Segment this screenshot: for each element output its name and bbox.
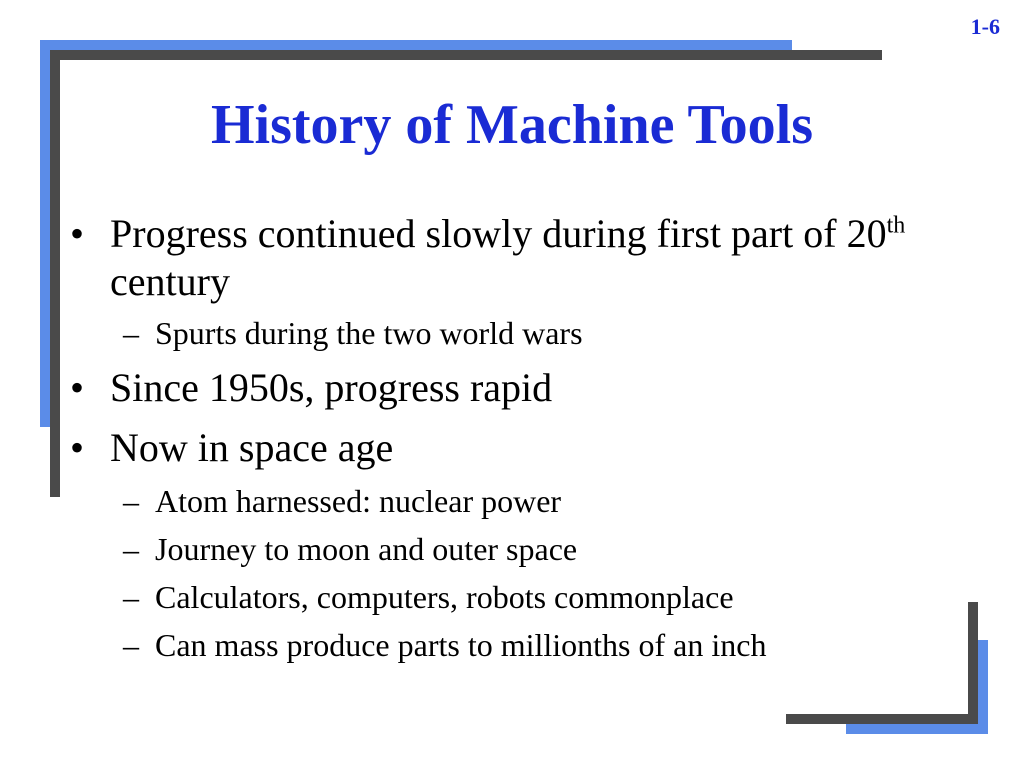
bullet-marker: •: [70, 425, 85, 470]
frame-bottom-right-blue-vertical: [978, 640, 988, 734]
dash-marker: –: [123, 627, 139, 663]
sub-bullet-item: [70, 482, 970, 520]
frame-bottom-right-gray-horizontal: [786, 714, 978, 724]
bullet-marker: •: [70, 211, 85, 256]
sub-bullet-text: Calculators, computers, robots commonplace: [155, 579, 734, 615]
sub-bullet-item: [70, 578, 970, 616]
dash-marker: –: [123, 579, 139, 615]
sub-bullet-text: Can mass produce parts to millionths of an inch: [155, 627, 767, 663]
dash-marker: –: [123, 531, 139, 567]
dash-marker: –: [123, 315, 139, 351]
frame-bottom-right-blue-horizontal: [846, 724, 988, 734]
sub-bullet-text: Spurts during the two world wars: [155, 315, 583, 351]
sub-bullet-text: Atom harnessed: nuclear power: [155, 483, 562, 519]
bullet-text: Progress continued slowly during first part of 20: [110, 211, 887, 256]
bullet-text: Since 1950s, progress rapid: [110, 365, 553, 410]
bullet-item: [70, 364, 970, 412]
bullet-marker: •: [70, 365, 85, 410]
slide-title: History of Machine Tools: [210, 94, 814, 156]
frame-top-left-gray-horizontal: [50, 50, 882, 60]
bullet-text: Now in space age: [110, 425, 394, 470]
frame-top-left-blue-horizontal: [40, 40, 792, 50]
superscript: th: [886, 212, 906, 239]
bullet-text-cont: century: [110, 259, 230, 304]
page-number: 1-6: [970, 14, 1000, 39]
sub-bullet-item: [70, 530, 970, 568]
dash-marker: –: [123, 483, 139, 519]
bullet-item: [70, 210, 970, 306]
sub-bullet-item: [70, 626, 970, 664]
sub-bullet-text: Journey to moon and outer space: [155, 531, 578, 567]
sub-bullet-item: [70, 314, 970, 352]
bullet-list: [70, 210, 970, 664]
bullet-item: [70, 424, 970, 472]
